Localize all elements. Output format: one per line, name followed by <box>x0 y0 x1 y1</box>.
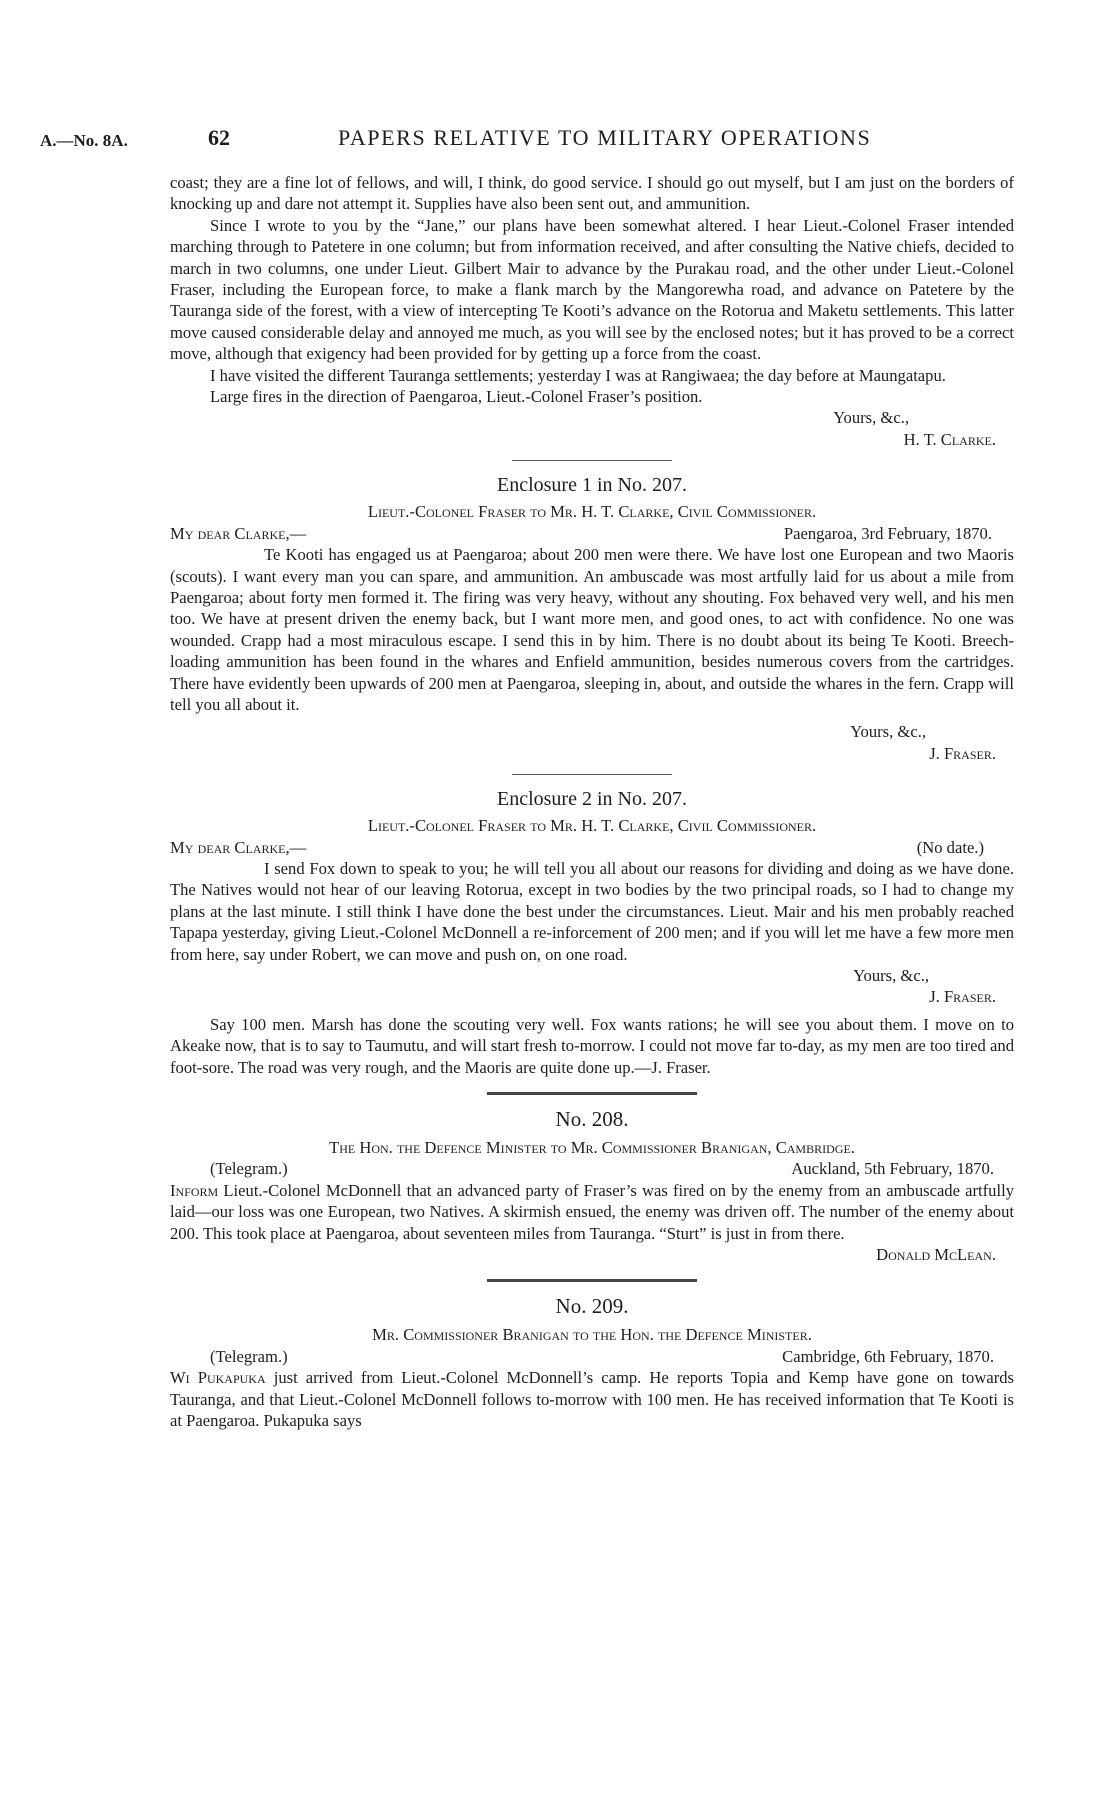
place-date: Cambridge, 6th February, 1870. <box>782 1346 994 1366</box>
salutation-row <box>170 523 1014 544</box>
section-heading: No. 208. <box>555 1107 629 1132</box>
letter-continuation <box>170 172 1014 450</box>
divider <box>512 774 672 775</box>
enclosure-1 <box>170 471 1014 764</box>
divider <box>487 1279 697 1282</box>
section-heading: No. 209. <box>555 1294 629 1319</box>
divider <box>512 460 672 461</box>
section-subheading: The Hon. the Defence Minister to Mr. Commissioner Branigan, Cambridge. <box>329 1138 855 1158</box>
running-title: PAPERS RELATIVE TO MILITARY OPERATIONS <box>338 125 872 150</box>
section-subheading: Mr. Commissioner Branigan to the Hon. the Defence Minister. <box>372 1325 812 1345</box>
place-date: Paengaroa, 3rd February, 1870. <box>783 523 992 543</box>
document-body <box>170 172 1014 1432</box>
section-heading: Enclosure 1 in No. 207. <box>497 474 687 497</box>
paragraph: Large fires in the direction of Paengaroa, Lieut.-Colonel Fraser’s position. <box>210 387 703 407</box>
lead-word: Wi Pukapuka <box>170 1368 266 1388</box>
paragraph: I send Fox down to speak to you; he will tell you all about our reasons for dividing and doing as we have done. The Natives would not hear of our leaving Rotorua, except in two bodies by the two principal roads, so I had to change my plans at the last minute. I still think I have done the best under the circumstances. Lieut. Mair and his men probably reached Tapapa yesterday, giving Lieut.-Colonel McDonnell a re-inforcement of 200 men; and if you will let me have a few more men from here, say under Robert, we can move and push on, on one road. <box>170 858 1014 964</box>
paragraph: coast; they are a fine lot of fellows, and will, I think, do good service. I should go out myself, but I am just on the borders of knocking up and dare not attempt it. Supplies have also been sent out, and ammunition. <box>170 173 1014 214</box>
document-208 <box>170 1105 1014 1265</box>
divider <box>487 1092 697 1095</box>
page-number: 62 <box>208 125 230 150</box>
telegram-row <box>170 1158 1014 1179</box>
page-header <box>40 125 1040 158</box>
salutation-row <box>170 837 1014 858</box>
place-date: (No date.) <box>916 837 984 857</box>
closing: Yours, &c., <box>850 722 926 742</box>
body-text: Lieut.-Colonel McDonnell that an advanced party of Fraser’s was fired on by the enemy from an ambuscade artfully laid—our loss was one European, two Natives. A skirmish ensued, the enemy was driven off. The number of the enemy about 200. This took place at Paengaroa, about seventeen miles from Tauranga. “Sturt” is just in from there. <box>170 1180 1014 1243</box>
telegram-label: (Telegram.) <box>210 1346 288 1366</box>
closing: Yours, &c., <box>833 408 909 428</box>
paragraph: Te Kooti has engaged us at Paengaroa; about 200 men were there. We have lost one European and two Maoris (scouts). I want every man you can spare, and ammunition. An ambuscade was most artfully laid for us about a mile from Paengaroa; about forty men formed it. The firing was very heavy, without any shouting. Fox behaved very well, and his men too. We have at present driven the enemy back, but I want more men, and good ones, to act with confidence. No one was wounded. Crapp had a most miraculous escape. I send this in by him. There is no doubt about its being Te Kooti. Breech-loading ammunition has been found in the whares and Enfield ammunition, besides numerous covers from the cartridges. There have evidently been upwards of 200 men at Paengaroa, sleeping in, about, and outside the whares in the fern. Crapp will tell you all about it. <box>170 545 1014 714</box>
body-text: just arrived from Lieut.-Colonel McDonnell’s camp. He reports Topia and Kemp have gone on towards Tauranga, and that Lieut.-Colonel McDonnell follows to-morrow with 100 men. He has received information that Te Kooti is at Paengaroa. Pukapuka says <box>170 1368 1014 1431</box>
place-date: Auckland, 5th February, 1870. <box>791 1159 994 1179</box>
telegram-label: (Telegram.) <box>210 1159 288 1179</box>
telegram-row <box>170 1346 1014 1367</box>
paper-reference: A.—No. 8A. <box>40 131 128 150</box>
section-subheading: Lieut.-Colonel Fraser to Mr. H. T. Clarke, Civil Commissioner. <box>367 816 817 836</box>
signature: J. Fraser. <box>929 987 996 1007</box>
salutation: My dear Clarke,— <box>170 523 307 543</box>
signature: H. T. Clarke. <box>903 429 996 449</box>
paragraph <box>170 1180 1014 1244</box>
document-209 <box>170 1292 1014 1431</box>
postscript: Say 100 men. Marsh has done the scouting very well. Fox wants rations; he will see you about them. I move on to Akeake now, that is to say to Taumutu, and will start fresh to-morrow. I could not move far to-day, as my men are too tired and foot-sore. The road was very rough, and the Maoris are quite done up.—J. Fraser. <box>170 1014 1014 1077</box>
signature: Donald McLean. <box>876 1245 996 1265</box>
closing: Yours, &c., <box>853 966 929 985</box>
lead-word: Inform <box>170 1180 219 1200</box>
salutation: My dear Clarke,— <box>170 837 307 857</box>
enclosure-2 <box>170 785 1014 1078</box>
paragraph: I have visited the different Tauranga settlements; yesterday I was at Rangiwaea; the day before at Maungatapu. <box>210 365 946 385</box>
paragraph: Since I wrote to you by the “Jane,” our plans have been somewhat altered. I hear Lieut.-Colonel Fraser intended marching through to Patetere in one column; but from information received, and after consulting the Native chiefs, decided to march in two columns, one under Lieut. Gilbert Mair to advance by the Purakau road, and the other under Lieut.-Colonel Fraser, including the European force, to make a flank march by the Mangorewha road, and advance on Patetere by the Tauranga side of the forest, with a view of intercepting Te Kooti’s advance on the Rotorua and Maketu settlements. This latter move caused considerable delay and annoyed me much, as you will see by the enclosed notes; but it has proved to be a correct move, although that exigency had been provided for by getting up a force from the coast. <box>170 215 1014 364</box>
section-heading: Enclosure 2 in No. 207. <box>497 788 687 811</box>
signature: J. Fraser. <box>929 743 996 763</box>
paragraph <box>170 1367 1014 1431</box>
section-subheading: Lieut.-Colonel Fraser to Mr. H. T. Clarke, Civil Commissioner. <box>367 502 817 522</box>
